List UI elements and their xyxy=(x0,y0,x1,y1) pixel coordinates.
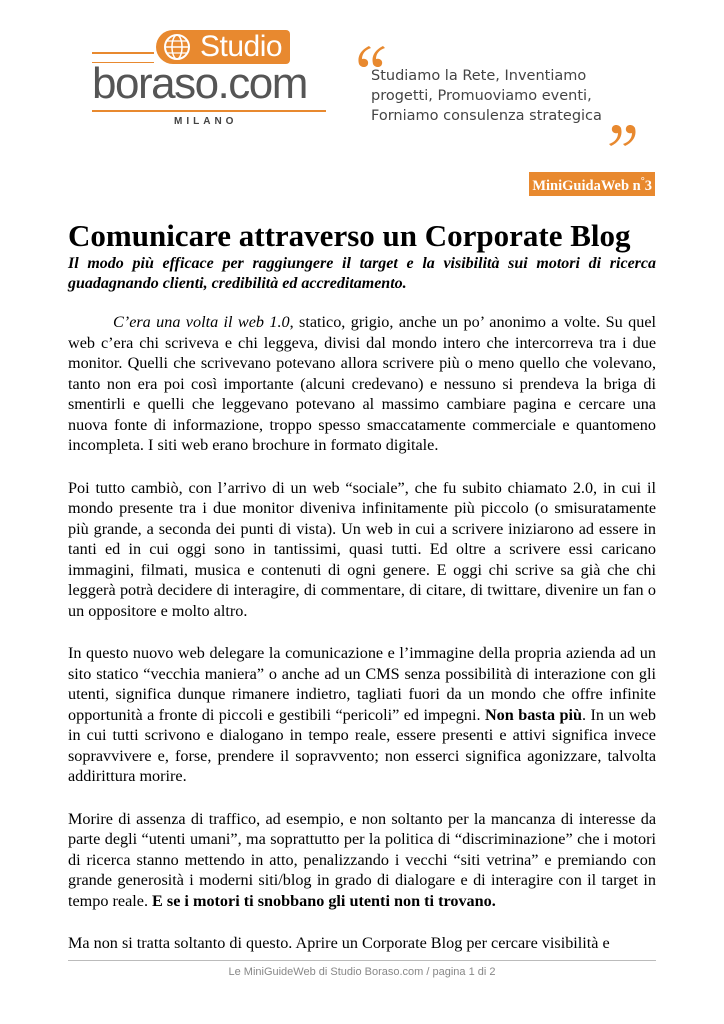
tagline-text: Studiamo la Rete, Inventiamo progetti, Promuoviamo eventi, Forniamo consulenza strategica xyxy=(371,68,602,124)
studio-boraso-logo xyxy=(92,30,332,130)
page-subtitle: Il modo più efficace per raggiungere il target e la visibilità sui motori di ricerca guadagnando clienti, credibilità ed accreditamento. xyxy=(68,255,656,292)
paragraph xyxy=(68,933,656,954)
badge-number: 3 xyxy=(644,177,652,194)
close-quote-icon xyxy=(605,106,639,150)
logo-rule xyxy=(92,110,326,112)
tagline-block xyxy=(355,48,655,158)
miniguida-badge xyxy=(529,172,655,196)
paragraph xyxy=(68,312,656,456)
logo-studio-label: Studio xyxy=(156,30,290,64)
article-body xyxy=(68,312,656,976)
logo-brand-name: boraso.com xyxy=(92,59,307,108)
paragraph-emphasis: Non basta più xyxy=(484,705,583,724)
logo-city: MILANO xyxy=(174,116,238,127)
paragraph-text: Morire di assenza di traffico, ad esempio, e non soltanto per la mancanza di interesse da parte degli “utenti umani”, ma soprattutto per la politica di “discriminazione” che i motori di ricerca stanno mettendo in atto, penalizzando i vecchi “siti vetrina” e premiando con grande generosità i moderni siti/blog in grado di dialogare e di interagire con il target in tempo reale. xyxy=(68,809,656,910)
page-title: Comunicare attraverso un Corporate Blog xyxy=(68,218,631,253)
badge-label: MiniGuidaWeb xyxy=(532,177,630,194)
paragraph-emphasis: E se i motori ti snobbano gli utenti non ti trovano. xyxy=(152,891,496,910)
paragraph xyxy=(68,643,656,787)
page-footer: Le MiniGuideWeb di Studio Boraso.com / pagina 1 di 2 xyxy=(228,966,496,978)
paragraph xyxy=(68,478,656,622)
paragraph-text: , statico, grigio, anche un po’ anonimo a volte. Su quel web c’era chi scriveva e chi leggeva, divisi dal mondo intero che intercorreva tra i due monitor. Quelli che scrivevano potevano allora scrivere più o meno quello che volevano, tanto non era poi così importante (alcuni credevano) e nessuno si prendeva la briga di smentirli e quelli che leggevano potevano al massimo cambiare pagina e cercare una nuova fonte di informazione, troppo spesso smaccatamente commerciale e quantomeno incompleta. I siti web erano brochure in formato digitale. xyxy=(68,313,656,454)
badge-degree: ° xyxy=(640,176,645,187)
paragraph-lead: C’era una volta il web 1.0 xyxy=(113,313,290,331)
globe-icon xyxy=(162,32,192,62)
paragraph-text: Poi tutto cambiò, con l’arrivo di un web “sociale”, che fu subito chiamato 2.0, in cui il mondo presente tra i due monitor diveniva infinitamente più piccolo (o smisuratamente più grande, a seconda dei punti di vista). Un web in cui a scrivere iniziarono ad essere in tanti ed in cui oggi sono in tantissimi, quasi tutti. Ed oltre a scrivere essi caricano immagini, filmati, musica e contenuti di ogni genere. E oggi chi scrive sa già che chi leggerà potrà decidere di interagire, di commentare, di citare, di twittare, divenire un fan o un oppositore e molto altro. xyxy=(68,478,656,620)
paragraph-text: . In un web in cui tutti scrivono e dialogano in tempo reale, essere presenti e attivi significa invece sopravvivere e, forse, prendere il sopravvento; non esserci significa agonizzare, talvolta addirittura morire. xyxy=(68,705,657,785)
paragraph-text: In questo nuovo web delegare la comunicazione e l’immagine della propria azienda ad un sito statico “vecchia maniera” o anche ad un CMS senza possibilità di interazione con gli utenti, significa dunque rimanere indietro, tagliati fuori da un mondo che offre infinite opportunità a fronte di piccoli e gestibili “pericoli” ed impegni. xyxy=(68,644,656,724)
paragraph-text: Ma non si tratta soltanto di questo. Aprire un Corporate Blog per cercare visibilità e xyxy=(68,934,610,952)
footer-divider xyxy=(68,960,656,961)
paragraph xyxy=(68,809,656,912)
logo-rule xyxy=(92,52,154,54)
badge-number-prefix: n xyxy=(632,177,641,194)
